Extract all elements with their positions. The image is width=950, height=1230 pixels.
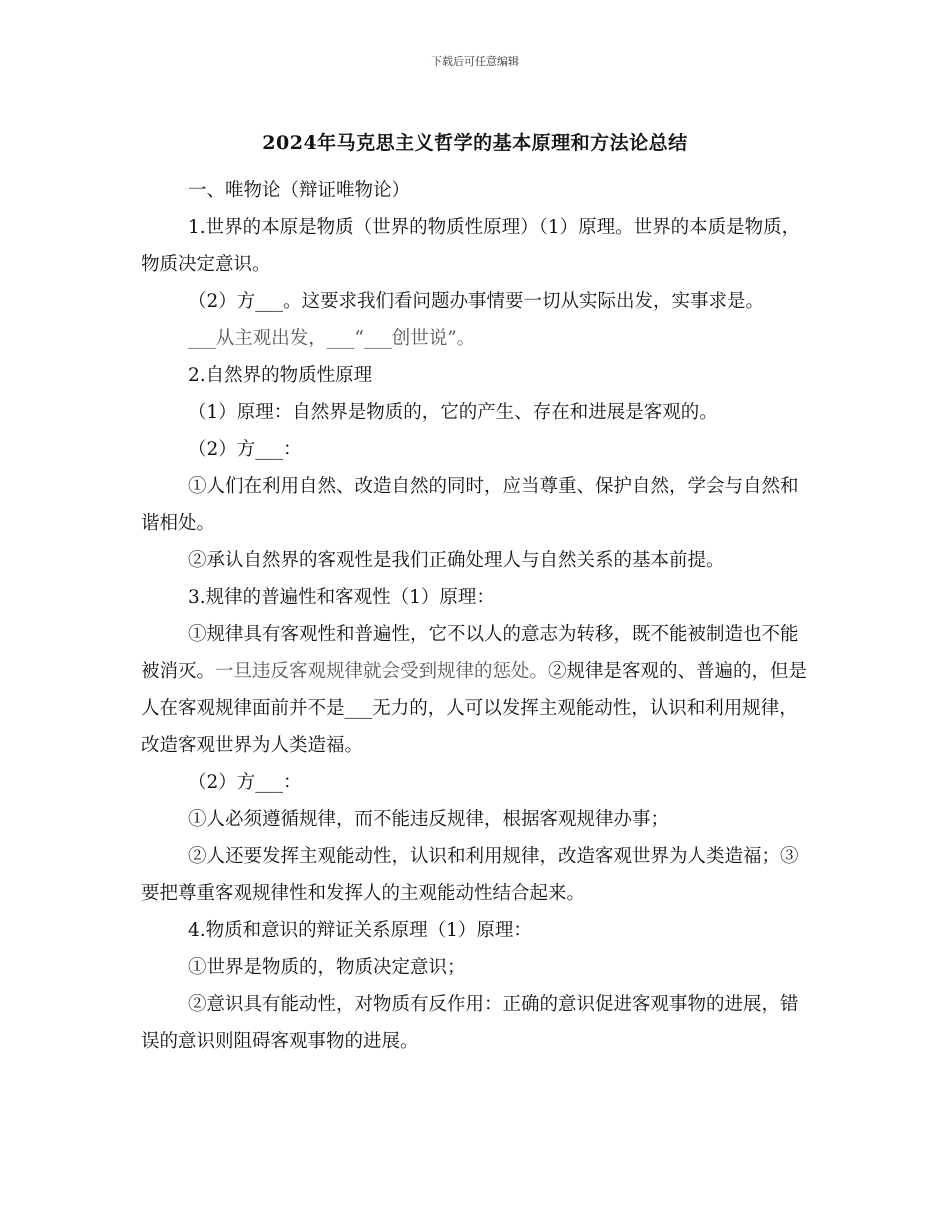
paragraph: （2）方___。这要求我们看问题办事情要一切从实际出发，实事求是。	[188, 291, 765, 312]
paragraph: ①世界是物质的，物质决定意识；	[188, 957, 466, 978]
paragraph: （1）原理：自然界是物质的，它的产生、存在和进展是客观的。	[188, 402, 718, 423]
page-header-note: 下载后可任意编辑	[431, 55, 519, 68]
paragraph: 2.自然界的物质性原理	[188, 365, 373, 386]
paragraph: ②承认自然界的客观性是我们正确处理人与自然关系的基本前提。	[188, 550, 725, 571]
paragraph: 3.规律的普遍性和客观性（1）原理：	[188, 587, 495, 608]
paragraph: （2）方___：	[188, 772, 302, 793]
paragraph: 1.世界的本原是物质（世界的物质性原理）（1）原理。世界的本质是物质，物质决定意识。	[141, 217, 801, 275]
paragraph: ②人还要发挥主观能动性，认识和利用规律，改造客观世界为人类造福；③要把尊重客观规律性和发挥人的主观能动性结合起来。	[141, 846, 799, 904]
paragraph: ①人必须遵循规律，而不能违反规律，根据客观规律办事；	[188, 809, 670, 830]
paragraph-part: ①规律具有客观性和普遍性，它不以人的意志为转移，既不能被制造也不能被消灭。	[141, 624, 799, 682]
section-heading: 一、唯物论（辩证唯物论）	[188, 180, 411, 201]
document-title: 2024年马克思主义哲学的基本原理和方法论总结	[262, 132, 688, 154]
paragraph: ②意识具有能动性，对物质有反作用：正确的意识促进客观事物的进展，错误的意识则阻碍客观事物的进展。	[141, 994, 799, 1052]
paragraph: ①人们在利用自然、改造自然的同时，应当尊重、保护自然，学会与自然和谐相处。	[141, 476, 799, 534]
paragraph-part: ②规律是客观的、普遍的，但是人在客观规律面前并不是___无力的，人可以发挥主观能动性，认识和利用规律，改造客观世界为人类造福。	[141, 661, 808, 756]
paragraph	[141, 616, 810, 764]
paragraph: ___从主观出发，___“___创世说”。	[188, 328, 476, 349]
paragraph-part-light: 一旦违反客观规律就会受到规律的惩处。	[215, 661, 549, 682]
paragraph: 4.物质和意识的辩证关系原理（1）原理：	[188, 920, 532, 941]
document-body	[141, 172, 810, 1060]
paragraph: （2）方___：	[188, 439, 302, 460]
